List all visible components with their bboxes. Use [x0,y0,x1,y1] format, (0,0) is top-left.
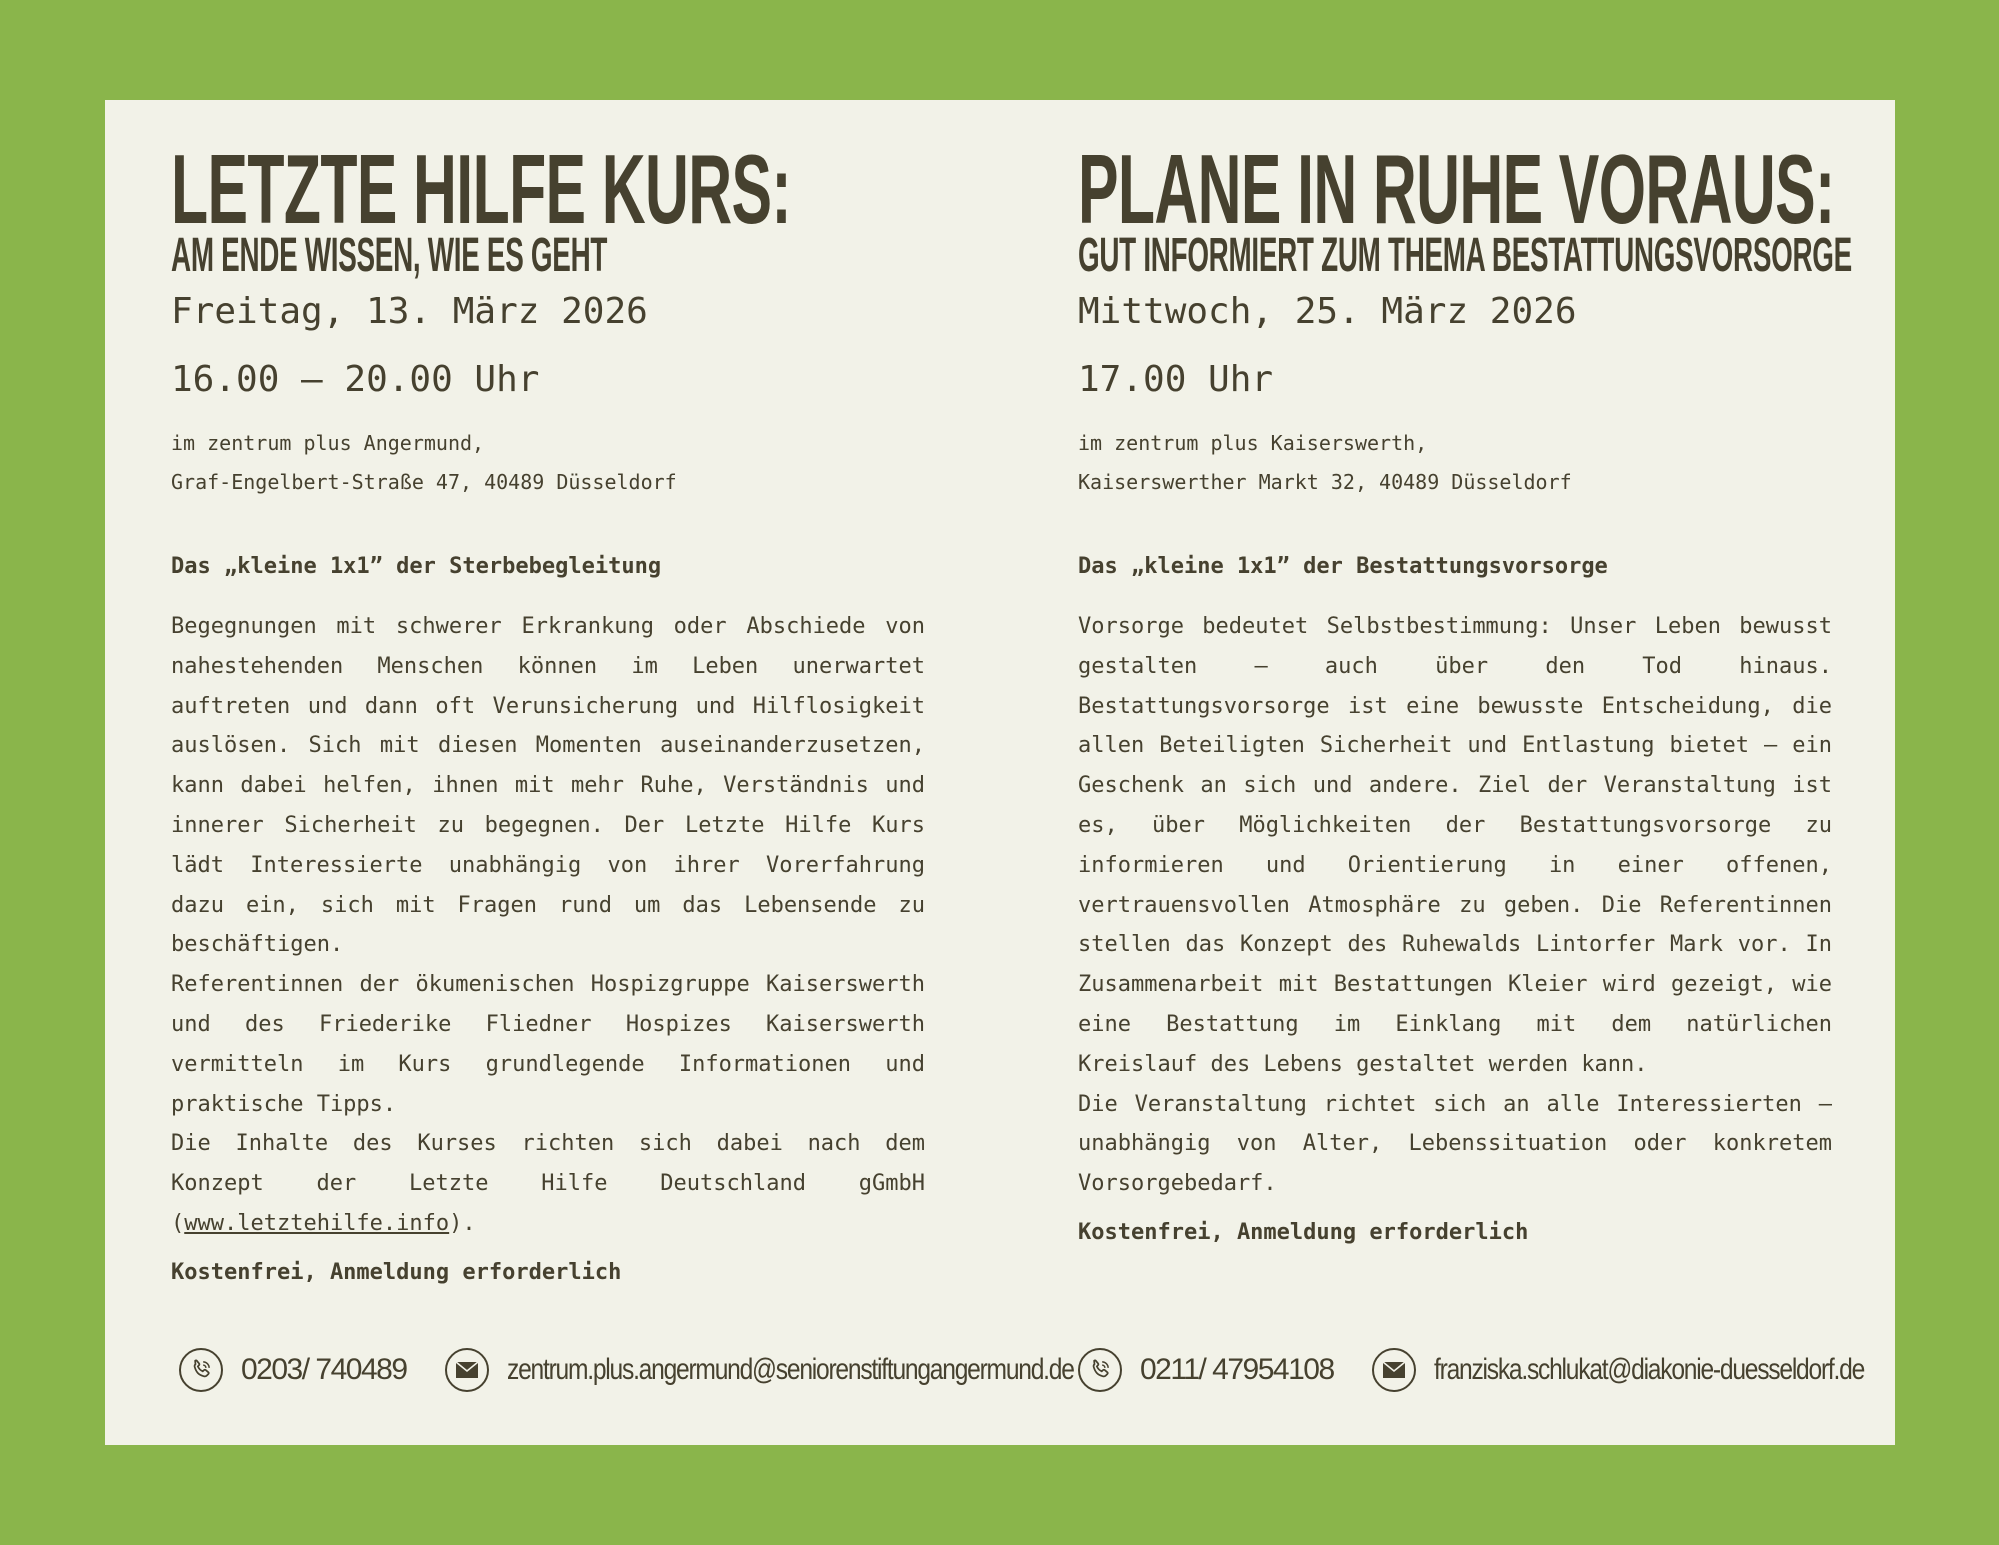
left-phone-number[interactable]: 0203/ 740489 [241,1353,407,1386]
right-event-time: 17.00 Uhr [1078,359,1274,400]
right-phone-number[interactable]: 0211/ 47954108 [1140,1353,1334,1386]
left-event-date: Freitag, 13. März 2026 [171,291,648,332]
right-event-fee-note: Kostenfrei, Anmeldung erforderlich [1078,1219,1529,1245]
left-event-subhead: Das „kleine 1x1” der Sterbebegleitung [171,554,662,579]
left-contact-row [179,1345,1198,1395]
paragraph-text: ). [449,1210,476,1236]
envelope-icon [1372,1348,1416,1392]
right-event-description [1078,607,1832,1204]
left-event-fee-note: Kostenfrei, Anmeldung erforderlich [171,1259,622,1285]
address-line: Graf-Engelbert-Straße 47, 40489 Düsseldorf [171,470,677,494]
left-event-column [171,134,931,1285]
left-event-subtitle: AM ENDE WISSEN, WIE ES GEHT [171,229,608,282]
address-line: im zentrum plus Angermund, [171,431,485,455]
paragraph: Vorsorge bedeutet Selbstbestimmung: Unser Leben bewusst gestalten – auch über den Tod hinaus. Bestattungsvorsorge ist eine bewusste Entscheidung, die allen Beteiligten Sicherheit und Entlastung bietet – ein Geschenk an sich und andere. Ziel der Veranstaltung ist es, über Möglichkeiten der Bestattungsvorsorge zu informieren und Orientierung in einer offenen, vertrauensvollen Atmosphäre zu geben. Die Referentinnen stellen das Konzept des Ruhewalds Lintorfer Mark vor. In Zusammenarbeit mit Bestattungen Kleier wird gezeigt, wie eine Bestattung im Einklang mit dem natürlichen Kreislauf des Lebens gestaltet werden kann. [1078,614,1832,1077]
left-event-time: 16.00 – 20.00 Uhr [171,359,540,400]
left-event-description [171,607,925,1244]
letztehilfe-link[interactable]: www.letztehilfe.info [184,1210,450,1236]
right-event-address [1078,424,1838,502]
right-event-date: Mittwoch, 25. März 2026 [1078,291,1577,332]
phone-icon [1078,1348,1122,1392]
phone-icon [179,1348,223,1392]
right-event-title: PLANE IN RUHE VORAUS: [1078,134,1835,244]
right-contact-row [1078,1345,1958,1395]
left-event-address [171,424,931,502]
paragraph: Referentinnen der ökumenischen Hospizgruppe Kaiserswerth und des Friederike Fliedner Hospizes Kaiserswerth vermitteln im Kurs grundlegende Informationen und praktische Tipps. [171,972,925,1117]
right-event-column [1078,134,1852,1245]
flyer-card [105,100,1895,1445]
left-event-title: LETZTE HILFE KURS: [171,134,792,244]
paragraph: Begegnungen mit schwerer Erkrankung oder Abschiede von nahestehenden Menschen können im Leben unerwartet auftreten und dann oft Verunsicherung und Hilflosigkeit auslösen. Sich mit diesen Momenten auseinanderzusetzen, kann dabei helfen, ihnen mit mehr Ruhe, Verständnis und innerer Sicherheit zu begegnen. Der Letzte Hilfe Kurs lädt Interessierte unabhängig von ihrer Vorerfahrung dazu ein, sich mit Fragen rund um das Lebensende zu beschäftigen. [171,614,925,958]
paragraph-text: Die Inhalte des Kurses richten sich dabei nach dem Konzept der Letzte Hilfe Deutschland gGmbH ( [171,1131,925,1236]
right-event-subhead: Das „kleine 1x1” der Bestattungsvorsorge [1078,554,1608,579]
right-email-address[interactable]: franziska.schlukat@diakonie-duesseldorf.de [1433,1353,1864,1386]
right-event-subtitle: GUT INFORMIERT ZUM THEMA BESTATTUNGSVORSORGE [1078,229,1852,282]
address-line: im zentrum plus Kaiserswerth, [1078,431,1428,455]
paragraph: Die Veranstaltung richtet sich an alle Interessierten – unabhängig von Alter, Lebenssituation oder konkretem Vorsorgebedarf. [1078,1091,1832,1197]
address-line: Kaiserswerther Markt 32, 40489 Düsseldorf [1078,470,1572,494]
paragraph [171,1124,925,1243]
envelope-icon [445,1348,489,1392]
left-email-address[interactable]: zentrum.plus.angermund@seniorenstiftungangermund.de [506,1353,1074,1386]
